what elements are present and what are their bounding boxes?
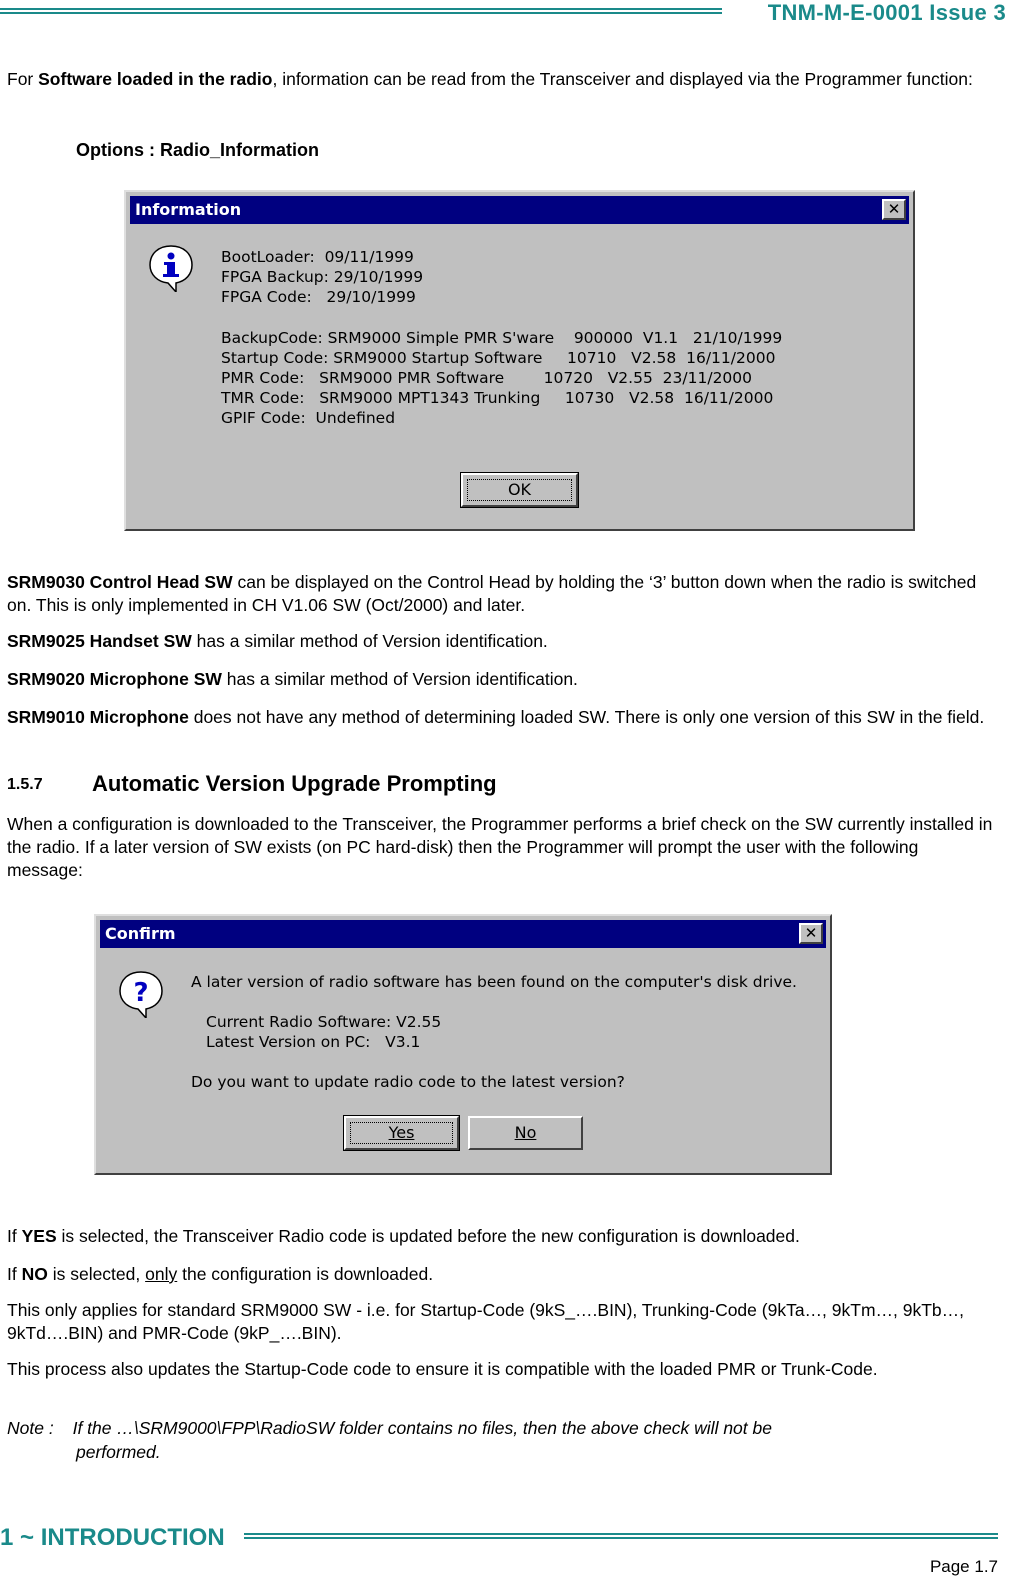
ok-button-label: OK <box>467 479 572 501</box>
note-label: Note : <box>7 1418 54 1438</box>
options-path: Options : Radio_Information <box>76 140 319 160</box>
note-text: If the …\SRM9000\FPP\RadioSW folder contains no files, then the above check will not be <box>72 1418 772 1438</box>
header-rule <box>0 8 722 14</box>
close-icon: ✕ <box>887 200 901 218</box>
current-version: Current Radio Software: V2.55 <box>206 1013 442 1031</box>
info-icon <box>146 242 196 292</box>
config-paragraph: When a configuration is downloaded to the Transceiver, the Programmer performs a brief check on the SW currently installed in the radio. If a later version of SW exists (on PC hard-disk) then the Programmer will prompt the user with the following message: <box>7 814 993 880</box>
information-title-bar[interactable] <box>130 196 909 224</box>
yes-paragraph: If YES is selected, the Transceiver Radio code is updated before the new configuration is downloaded. <box>7 1226 800 1246</box>
section-number: 1.5.7 <box>7 776 43 793</box>
info-line: TMR Code: SRM9000 MPT1343 Trunking 10730 V2.58 16/11/2000 <box>221 389 774 407</box>
control-head-paragraph: SRM9030 Control Head SW can be displayed on the Control Head by holding the ‘3’ button down when the radio is switched on. This is only implemented in CH V1.06 SW (Oct/2000) and later. <box>7 572 977 615</box>
chapter-title: 1 ~ INTRODUCTION <box>0 1524 225 1551</box>
close-icon: ✕ <box>804 924 818 942</box>
page-number: Page 1.7 <box>929 1557 998 1576</box>
info-line: GPIF Code: Undefined <box>221 409 396 427</box>
handset-paragraph: SRM9025 Handset SW has a similar method of Version identification. <box>7 631 548 651</box>
no-button[interactable] <box>468 1116 583 1150</box>
applies-paragraph: This only applies for standard SRM9000 SW - i.e. for Startup-Code (9kS_….BIN), Trunking-Code (9kTa…, 9kTm…, 9kTb…, 9kTd….BIN) and PMR-Code (9kP_….BIN). <box>7 1300 965 1343</box>
info-line: PMR Code: SRM9000 PMR Software 10720 V2.55 23/11/2000 <box>221 369 753 387</box>
confirm-message: A later version of radio software has been found on the computer's disk drive. <box>191 973 797 991</box>
mic-paragraph: SRM9010 Microphone does not have any method of determining loaded SW. There is only one version of this SW in the field. <box>7 707 985 727</box>
no-paragraph: If NO is selected, only the configuration is downloaded. <box>7 1264 434 1284</box>
info-line: FPGA Backup: 29/10/1999 <box>221 268 424 286</box>
document-id: TNM-M-E-0001 Issue 3 <box>767 0 1006 25</box>
information-dialog <box>124 190 915 531</box>
process-paragraph: This process also updates the Startup-Code code to ensure it is compatible with the loaded PMR or Trunk-Code. <box>7 1359 878 1379</box>
close-button[interactable] <box>882 199 906 220</box>
footer-rule <box>244 1533 998 1539</box>
info-line: Startup Code: SRM9000 Startup Software 10710 V2.58 16/11/2000 <box>221 349 776 367</box>
intro-paragraph: For Software loaded in the radio, information can be read from the Transceiver and displayed via the Programmer function: <box>7 69 973 89</box>
confirm-title-bar[interactable] <box>100 920 826 948</box>
ok-button[interactable] <box>461 473 578 507</box>
confirm-question: Do you want to update radio code to the latest version? <box>191 1073 625 1091</box>
confirm-title: Confirm <box>105 924 176 943</box>
confirm-dialog <box>94 914 832 1175</box>
information-title: Information <box>135 200 242 219</box>
info-line: FPGA Code: 29/10/1999 <box>221 288 416 306</box>
no-button-label: No <box>514 1123 537 1142</box>
note-continuation: performed. <box>76 1442 161 1462</box>
yes-button[interactable] <box>344 1116 459 1150</box>
note-paragraph <box>7 1417 997 1440</box>
mic-sw-paragraph: SRM9020 Microphone SW has a similar method of Version identification. <box>7 669 578 689</box>
latest-version: Latest Version on PC: V3.1 <box>206 1033 421 1051</box>
section-title: Automatic Version Upgrade Prompting <box>92 771 497 796</box>
svg-text:?: ? <box>133 978 149 1008</box>
question-icon <box>116 968 166 1018</box>
info-line: BackupCode: SRM9000 Simple PMR S'ware 900000 V1.1 21/10/1999 <box>221 329 783 347</box>
info-line: BootLoader: 09/11/1999 <box>221 248 414 266</box>
close-button[interactable] <box>799 923 823 944</box>
yes-button-label: Yes <box>388 1123 415 1142</box>
